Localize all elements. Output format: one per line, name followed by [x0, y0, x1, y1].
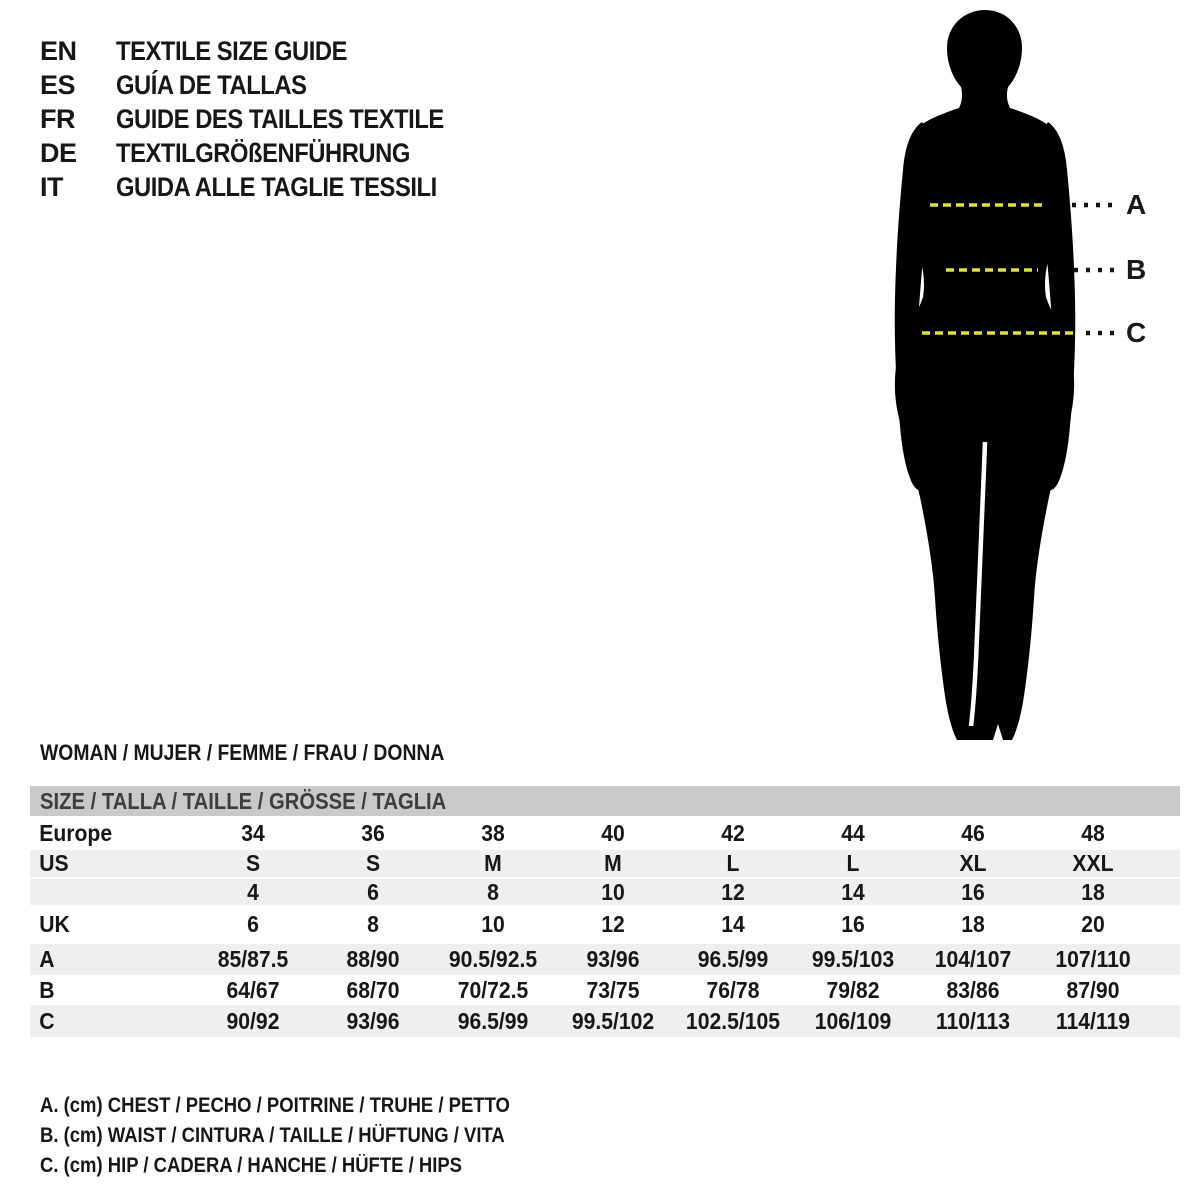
table-header-text: SIZE / TALLA / TAILLE / GRÖSSE / TAGLIA	[40, 787, 447, 814]
table-cell: 90.5/92.5	[448, 946, 538, 972]
table-cell: S	[365, 850, 381, 876]
table-cell: L	[726, 850, 740, 876]
marker-label: C	[1126, 317, 1147, 348]
row-cells	[193, 820, 1180, 847]
legend-line-text: C. (cm) HIP / CADERA / HANCHE / HÜFTE / HIPS	[40, 1154, 463, 1177]
table-cell: 8	[367, 911, 379, 937]
table-cell: 38	[481, 819, 505, 846]
table-cell: XXL	[1072, 850, 1114, 876]
row-label: Europe	[39, 819, 113, 846]
row-label: A	[39, 946, 55, 972]
table-cell: 93/96	[586, 946, 640, 972]
language-code: DE	[40, 137, 77, 168]
table-cell: 10	[481, 911, 505, 937]
section-title	[40, 740, 500, 766]
row-label: B	[39, 976, 55, 1003]
row-cells	[193, 911, 1180, 938]
language-title: GUÍA DE TALLAS	[116, 69, 307, 100]
table-cell: 96.5/99	[697, 946, 769, 972]
table-cell: 99.5/103	[811, 946, 895, 972]
table-row	[30, 850, 1180, 877]
table-cell: 42	[721, 819, 745, 846]
table-cell: 107/110	[1055, 946, 1131, 972]
table-cell: 70/72.5	[457, 976, 529, 1003]
table-cell: 99.5/102	[571, 1007, 655, 1034]
table-cell: 93/96	[346, 1007, 400, 1034]
table-row	[30, 905, 1180, 944]
language-code: FR	[40, 103, 75, 134]
table-cell: 18	[961, 911, 985, 937]
language-title: GUIDA ALLE TAGLIE TESSILI	[116, 171, 437, 202]
row-cells	[193, 946, 1180, 973]
table-cell: 104/107	[934, 946, 1012, 972]
table-cell: 88/90	[346, 946, 400, 972]
language-title: TEXTILE SIZE GUIDE	[116, 35, 348, 66]
row-cells	[193, 977, 1180, 1004]
table-cell: 48	[1081, 819, 1105, 846]
table-row	[30, 877, 1180, 905]
language-guide	[40, 34, 489, 204]
legend-line	[40, 1124, 574, 1154]
table-cell: 85/87.5	[217, 946, 289, 972]
marker-label: B	[1126, 254, 1147, 285]
table-cell: 40	[601, 819, 625, 846]
woman-silhouette	[860, 0, 1120, 760]
marker-label: A	[1126, 189, 1147, 220]
table-cell: 83/86	[946, 976, 1000, 1003]
table-cell: 6	[247, 911, 259, 937]
table-cell: 96.5/99	[457, 1007, 529, 1034]
table-cell: M	[604, 850, 622, 876]
language-code: EN	[40, 35, 77, 66]
table-cell: 73/75	[586, 976, 640, 1003]
table-header	[30, 786, 1180, 816]
table-cell: 90/92	[226, 1007, 280, 1034]
table-cell: L	[846, 850, 860, 876]
table-row	[30, 1005, 1180, 1037]
table-cell: 14	[841, 878, 865, 905]
table-cell: 106/109	[814, 1007, 892, 1034]
table-cell: 87/90	[1066, 976, 1120, 1003]
table-cell: 79/82	[826, 976, 880, 1003]
table-cell: 18	[1081, 878, 1105, 905]
table-cell: 10	[601, 878, 625, 905]
table-cell: 44	[841, 819, 865, 846]
legend-line	[40, 1154, 574, 1184]
table-row	[30, 975, 1180, 1005]
table-cell: S	[245, 850, 261, 876]
table-cell: 46	[961, 819, 985, 846]
table-cell: 12	[601, 911, 625, 937]
table-row	[30, 944, 1180, 975]
language-code: IT	[40, 171, 63, 202]
size-table	[30, 786, 1180, 1037]
woman-silhouette-figure	[860, 0, 1120, 760]
language-row	[40, 34, 489, 68]
table-row	[30, 816, 1180, 850]
table-cell: M	[484, 850, 502, 876]
language-code: ES	[40, 69, 76, 100]
language-row	[40, 170, 489, 204]
legend-line-text: B. (cm) WAIST / CINTURA / TAILLE / HÜFTUNG / VITA	[40, 1124, 505, 1147]
table-cell: XL	[959, 850, 987, 876]
table-body	[30, 816, 1180, 1037]
table-cell: 36	[361, 819, 385, 846]
legend-line	[40, 1094, 574, 1124]
row-label: UK	[39, 911, 70, 937]
table-cell: 16	[961, 878, 985, 905]
table-cell: 4	[247, 878, 259, 905]
table-cell: 20	[1081, 911, 1105, 937]
row-cells	[193, 850, 1180, 877]
row-cells	[193, 879, 1180, 906]
table-cell: 64/67	[226, 976, 280, 1003]
row-label: C	[39, 1007, 55, 1034]
table-cell: 102.5/105	[685, 1007, 781, 1034]
body-path	[895, 10, 1074, 740]
table-cell: 16	[841, 911, 865, 937]
table-cell: 114/119	[1055, 1007, 1131, 1034]
table-cell: 34	[241, 819, 265, 846]
table-cell: 76/78	[706, 976, 760, 1003]
table-cell: 12	[721, 878, 745, 905]
language-row	[40, 68, 489, 102]
table-cell: 6	[367, 878, 379, 905]
language-title: GUIDE DES TAILLES TEXTILE	[116, 103, 444, 134]
table-cell: 8	[487, 878, 499, 905]
row-cells	[193, 1008, 1180, 1035]
language-title: TEXTILGRÖßENFÜHRUNG	[116, 137, 410, 168]
language-row	[40, 102, 489, 136]
legend-line-text: A. (cm) CHEST / PECHO / POITRINE / TRUHE / PETTO	[40, 1094, 510, 1117]
section-title-text: WOMAN / MUJER / FEMME / FRAU / DONNA	[40, 740, 445, 765]
table-cell: 68/70	[346, 976, 400, 1003]
language-row	[40, 136, 489, 170]
table-cell: 110/113	[935, 1007, 1011, 1034]
legend	[40, 1094, 574, 1184]
row-label: US	[39, 850, 69, 876]
table-cell: 14	[721, 911, 745, 937]
